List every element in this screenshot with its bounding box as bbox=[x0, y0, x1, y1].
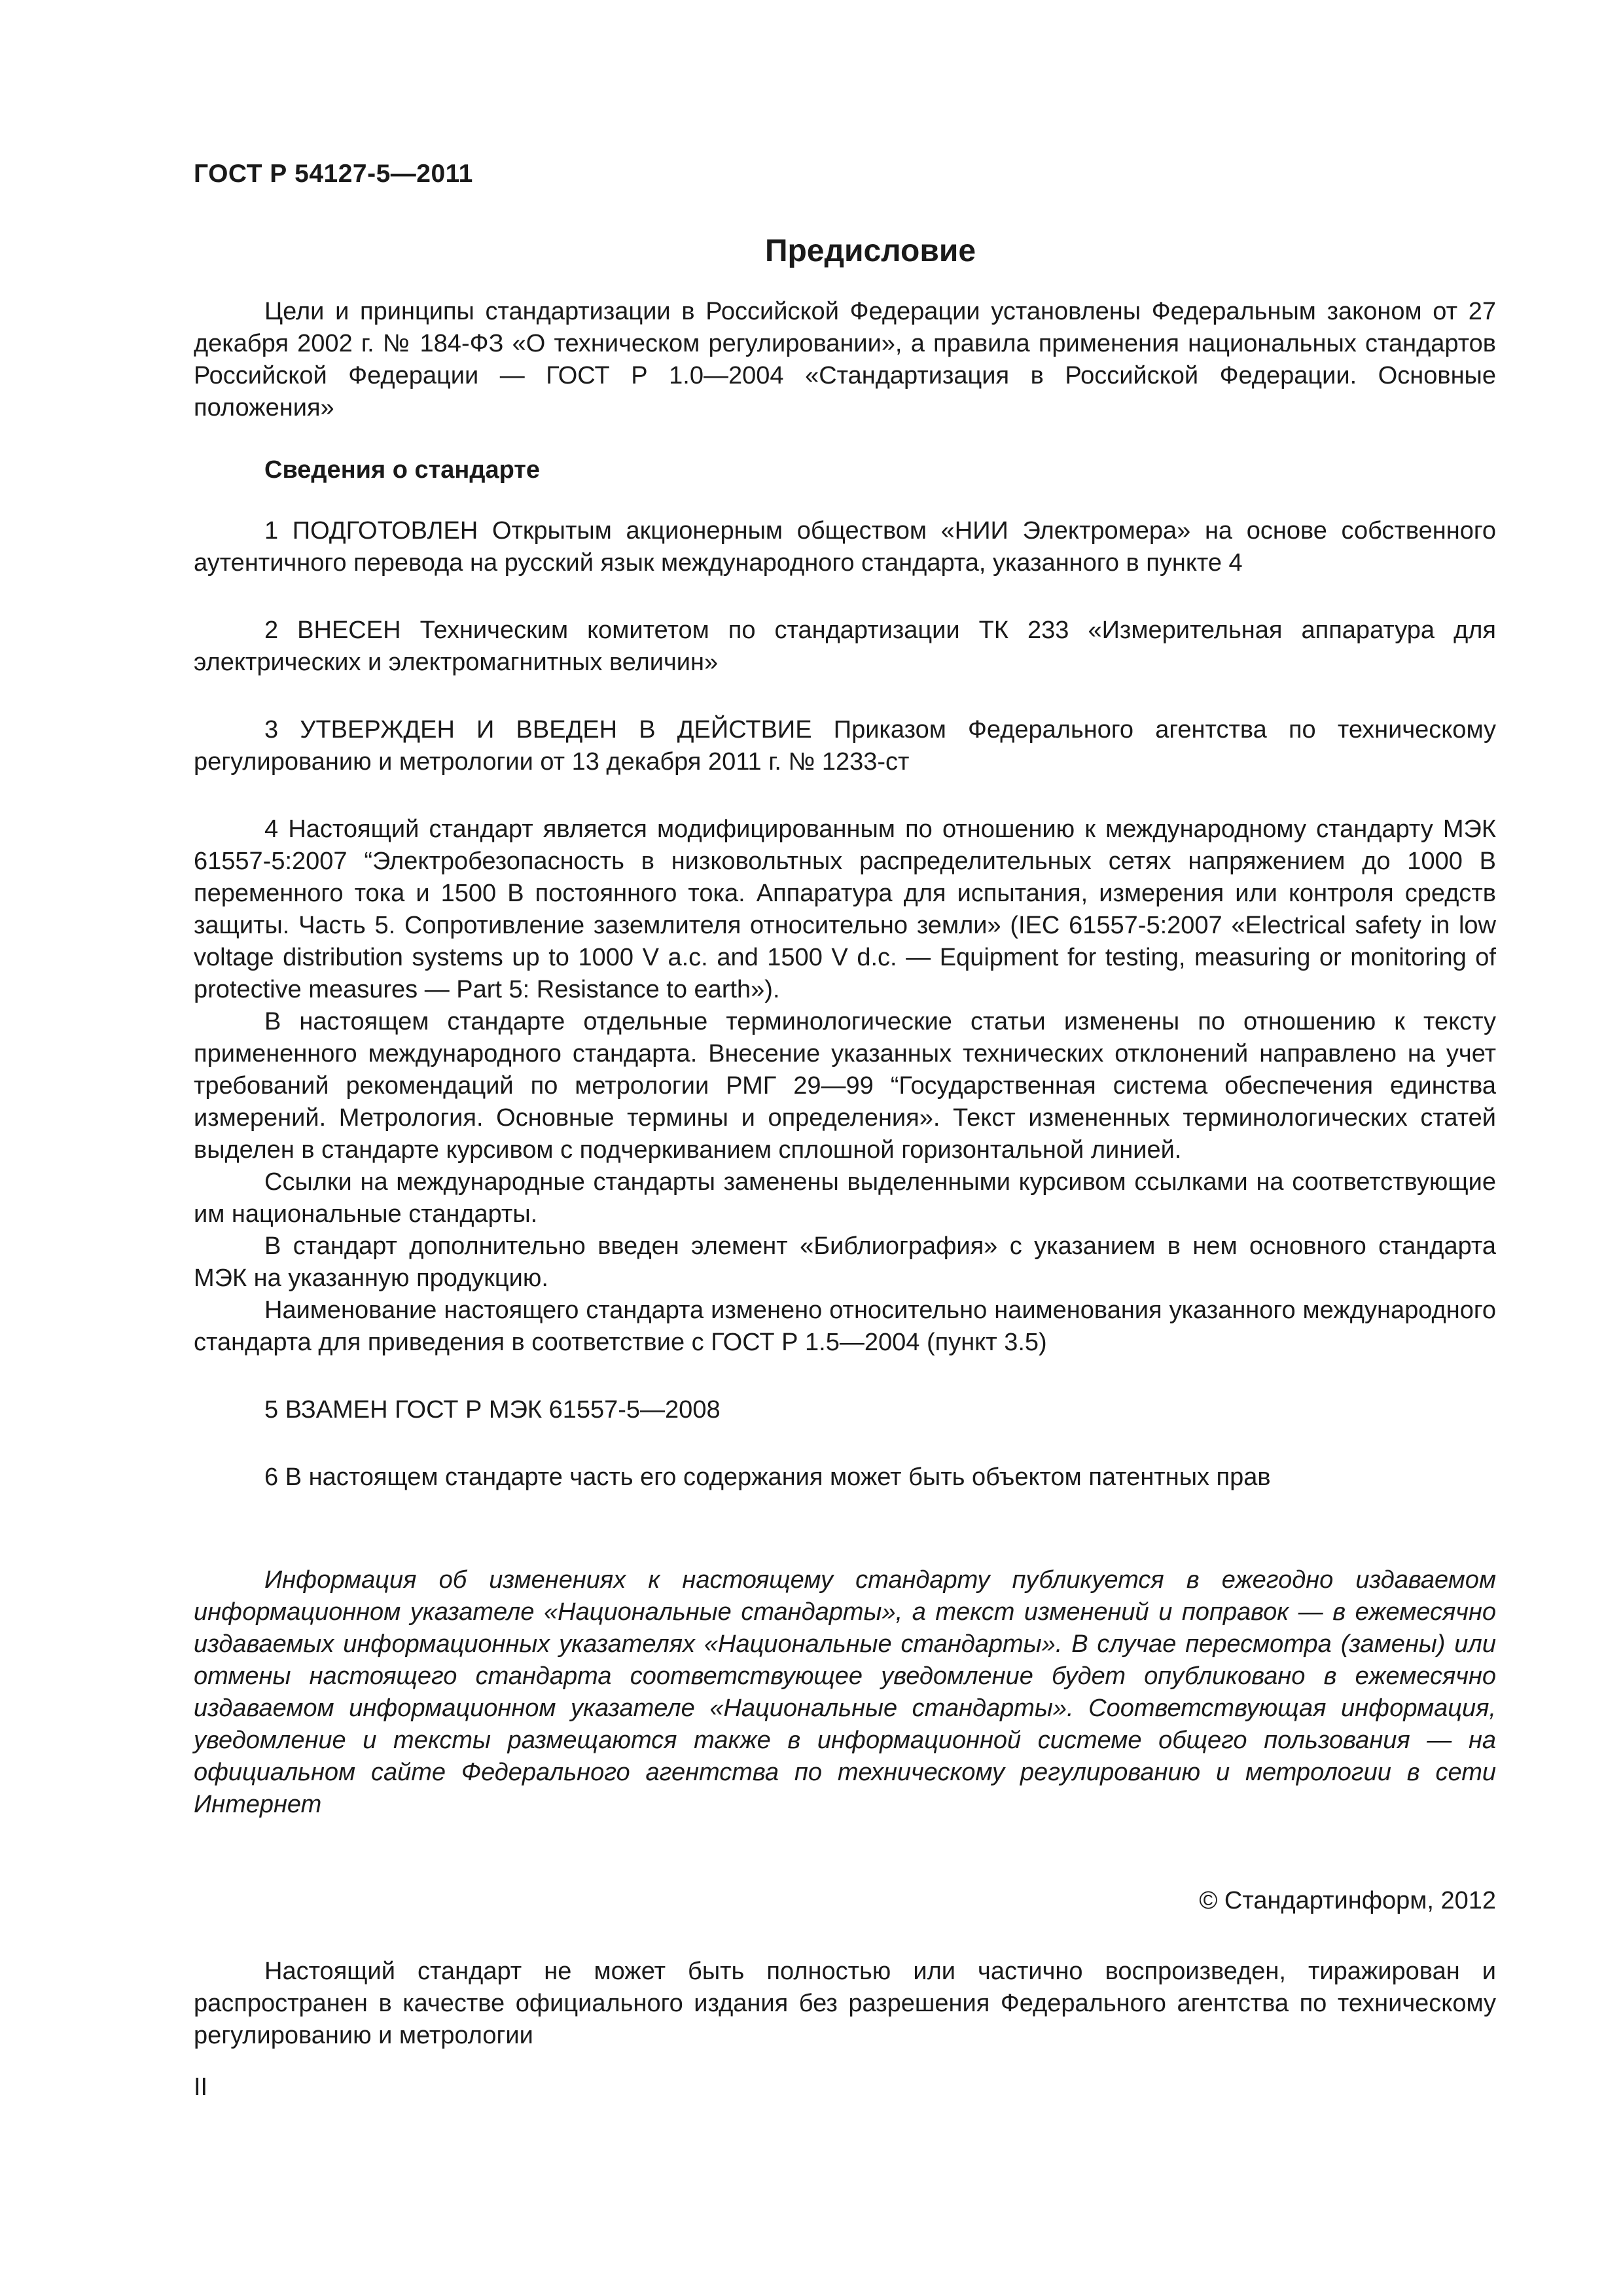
page-title: Предисловие bbox=[764, 234, 976, 268]
intro-paragraph: Цели и принципы стандартизации в Российской Федерации установлены Федеральным законом от 27 декабря 2002 г. № 184-ФЗ «О техническом регулировании», а правила применения национальных стандартов Российской Федерации — ГОСТ Р 1.0—2004 «Стандартизация в Российской Федерации. Основные положения» bbox=[194, 298, 1496, 422]
item-4-paragraph: В настоящем стандарте отдельные терминологические статьи изменены по отношению к тексту примененного международного стандарта. Внесение указанных технических отклонений направлено на учет требований рекомендаций по метрологии РМГ 29—99 “Государственная система обеспечения единства измерений. Метрология. Основные термины и определения». Текст измененных терминологических статей выделен в стандарте курсивом с подчеркиванием сплошной горизонтальной линией. bbox=[194, 1008, 1496, 1164]
document-body bbox=[194, 296, 1496, 1821]
item-6: 6 В настоящем стандарте часть его содержания может быть объектом патентных прав bbox=[264, 1463, 1271, 1491]
item-4-paragraph: Ссылки на международные стандарты заменены выделенными курсивом ссылками на соответствующие им национальные стандарты. bbox=[194, 1168, 1496, 1228]
item-2: 2 ВНЕСЕН Техническим комитетом по стандартизации ТК 233 «Измерительная аппаратура для электрических и электромагнитных величин» bbox=[194, 617, 1496, 676]
document-code: ГОСТ Р 54127-5—2011 bbox=[194, 160, 473, 188]
item-5: 5 ВЗАМЕН ГОСТ Р МЭК 61557-5—2008 bbox=[264, 1396, 721, 1424]
item-4-paragraph: Наименование настоящего стандарта изменено относительно наименования указанного международного стандарта для приведения в соответствие с ГОСТ Р 1.5—2004 (пункт 3.5) bbox=[194, 1297, 1496, 1356]
legal-paragraph: Настоящий стандарт не может быть полностью или частично воспроизведен, тиражирован и распространен в качестве официального издания без разрешения Федерального агентства по техническому регулированию и метрологии bbox=[194, 1958, 1496, 2049]
change-notice: Информация об изменениях к настоящему стандарту публикуется в ежегодно издаваемом информационном указателе «Национальные стандарты», а текст изменений и поправок — в ежемесячно издаваемых информационных указателях «Национальные стандарты». В случае пересмотра (замены) или отмены настоящего стандарта соответствующее уведомление будет опубликовано в ежемесячно издаваемом информационном указателе «Национальные стандарты». Соответствующая информация, уведомление и тексты размещаются также в информационной системе общего пользования — на официальном сайте Федерального агентства по техническому регулированию и метрологии в сети Интернет bbox=[194, 1566, 1496, 1818]
section-heading: Сведения о стандарте bbox=[264, 456, 541, 484]
copyright: © Стандартинформ, 2012 bbox=[1199, 1887, 1496, 1914]
legal-notice bbox=[194, 1956, 1496, 2052]
item-4: 4 Настоящий стандарт является модифицированным по отношению к международному стандарту МЭК 61557-5:2007 “Электробезопасность в низковольтных распределительных сетях напряжением до 1000 В переменного тока и 1500 В постоянного тока. Аппаратура для испытания, измерения или контроля средств защиты. Часть 5. Сопротивление заземлителя относительно земли» (IEC 61557-5:2007 «Electrical safety in low voltage distribution systems up to 1000 V a.c. and 1500 V d.c. — Equipment for testing, measuring or monitoring of protective measures — Part 5: Resistance to earth»). bbox=[194, 816, 1496, 1003]
item-3: 3 УТВЕРЖДЕН И ВВЕДЕН В ДЕЙСТВИЕ Приказом Федерального агентства по техническому регулированию и метрологии от 13 декабря 2011 г. № 1233-ст bbox=[194, 716, 1496, 776]
item-4-paragraph: В стандарт дополнительно введен элемент «Библиография» с указанием в нем основного стандарта МЭК на указанную продукцию. bbox=[194, 1232, 1496, 1292]
item-1: 1 ПОДГОТОВЛЕН Открытым акционерным обществом «НИИ Электромера» на основе собственного аутентичного перевода на русский язык международного стандарта, указанного в пункте 4 bbox=[194, 517, 1496, 577]
page-number: II bbox=[194, 2073, 208, 2101]
